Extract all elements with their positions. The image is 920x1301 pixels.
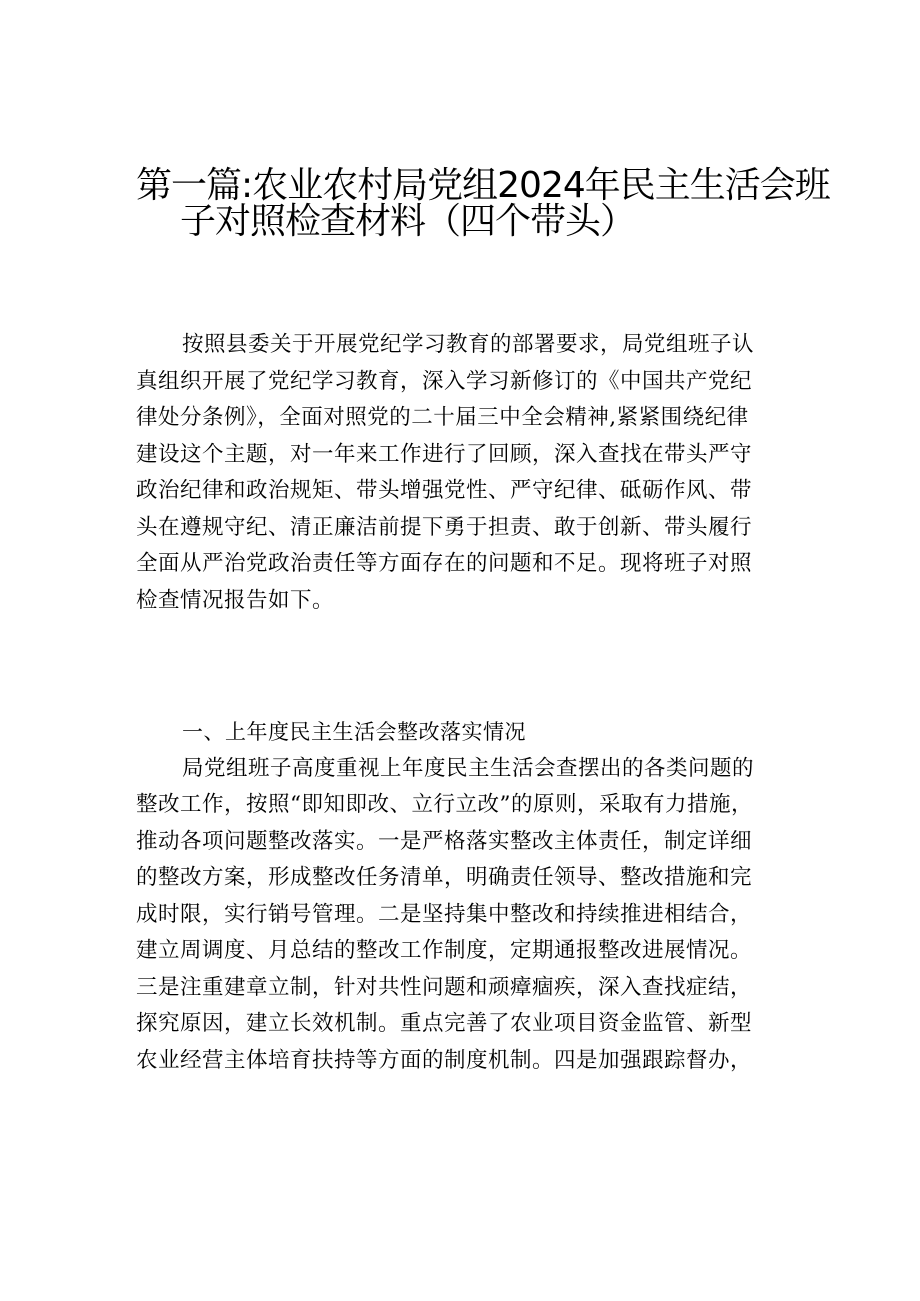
- paragraph-line: 建设这个主题，对一年来工作进行了回顾，深入查找在带头严守: [136, 441, 753, 467]
- paragraph-line: 推动各项问题整改落实。一是严格落实整改主体责任，制定详细: [136, 828, 753, 854]
- intro-paragraph: [136, 327, 796, 619]
- document-title-line-1: 第一篇:农业农村局党组2024年民主生活会班: [136, 165, 830, 206]
- paragraph-line: 的整改方案，形成整改任务清单，明确责任领导、整改措施和完: [136, 865, 753, 890]
- paragraph-line: 探究原因，建立长效机制。重点完善了农业项目资金监管、新型: [136, 1011, 753, 1036]
- paragraph-line: 全面从严治党政治责任等方面存在的问题和不足。现将班子对照: [136, 551, 753, 576]
- paragraph-line: 建立周调度、月总结的整改工作制度，定期通报整改进展情况。: [136, 938, 753, 963]
- paragraph-line: 政治纪律和政治规矩、带头增强党性、严守纪律、砥砺作风、带: [136, 478, 753, 503]
- paragraph-line: 整改工作，按照“即知即改、立行立改”的原则，采取有力措施，: [136, 792, 753, 817]
- document-title-line-2: 子对照检查材料（四个带头）: [180, 201, 636, 242]
- paragraph-line: 三是注重建章立制，针对共性问题和顽瘴痼疾，深入查找症结，: [136, 974, 753, 1000]
- paragraph-line: 真组织开展了党纪学习教育，深入学习新修订的《中国共产党纪: [136, 368, 753, 394]
- paragraph-line: 律处分条例》，全面对照党的二十届三中全会精神,紧紧围绕纪律: [136, 405, 749, 430]
- paragraph-line: 按照县委关于开展党纪学习教育的部署要求，局党组班子认: [182, 332, 755, 357]
- section-1: [136, 714, 796, 1079]
- paragraph-line: 成时限，实行销号管理。二是坚持集中整改和持续推进相结合，: [136, 901, 753, 927]
- paragraph-line: 农业经营主体培育扶持等方面的制度机制。四是加强跟踪督办，: [136, 1047, 753, 1073]
- paragraph-line: 头在遵规守纪、清正廉洁前提下勇于担责、敢于创新、带头履行: [136, 514, 753, 540]
- paragraph-line: 局党组班子高度重视上年度民主生活会查摆出的各类问题的: [182, 755, 755, 781]
- paragraph-line: 检查情况报告如下。: [136, 587, 335, 613]
- section-heading: 一、上年度民主生活会整改落实情况: [182, 720, 526, 744]
